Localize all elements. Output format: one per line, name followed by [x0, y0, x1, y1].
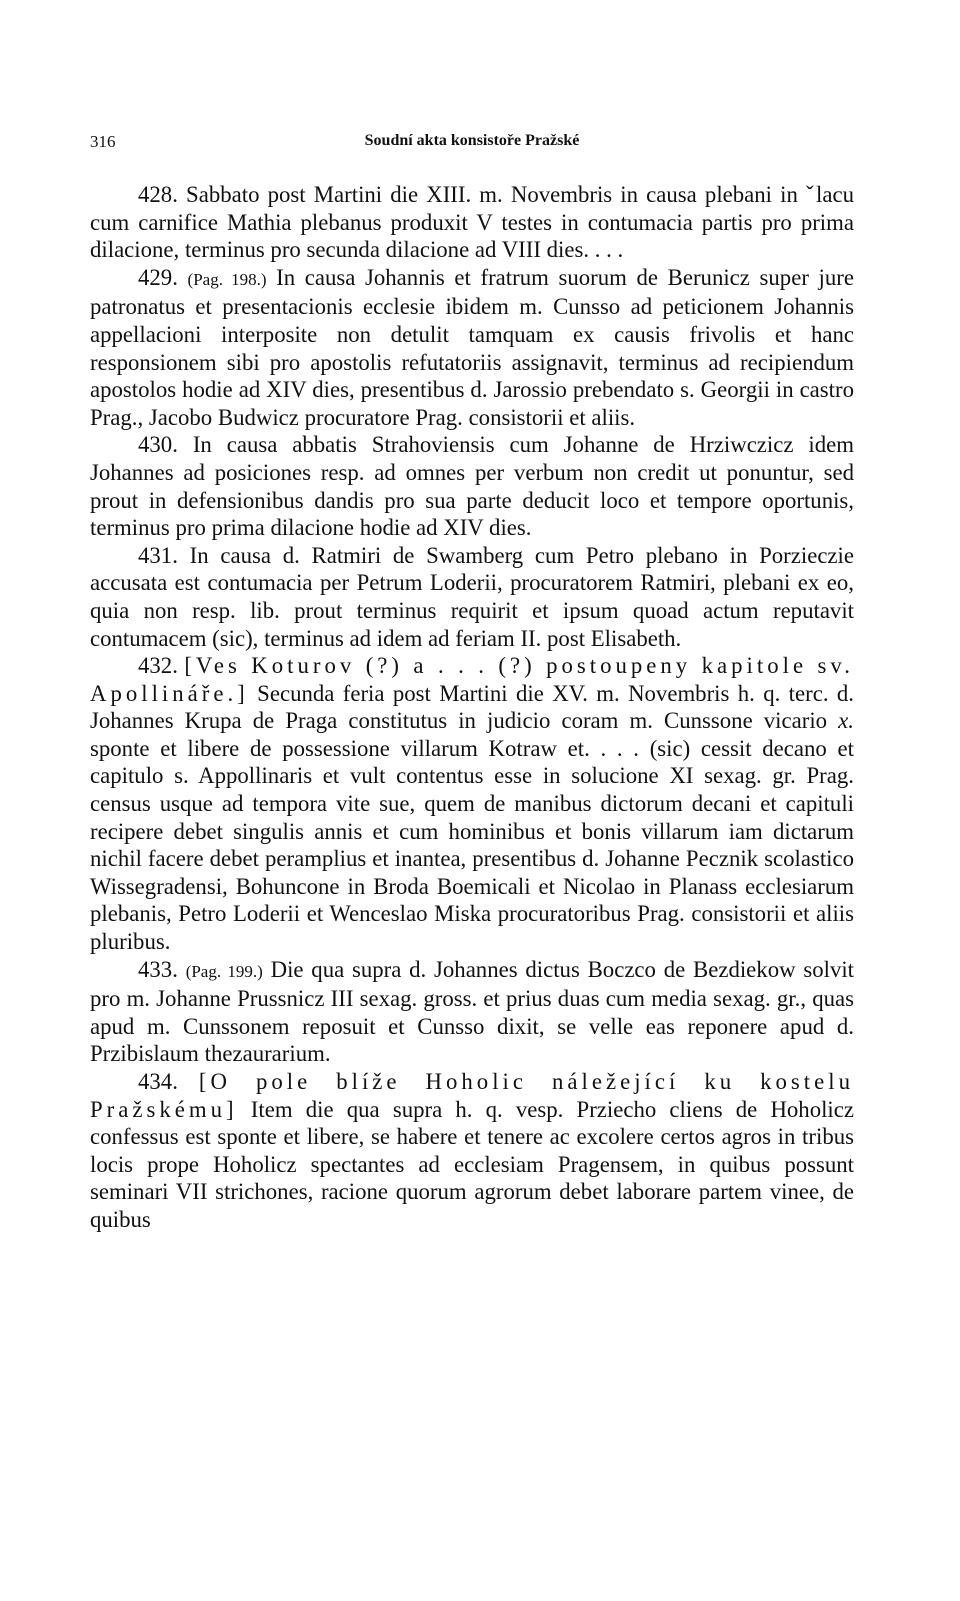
czech-heading: [Ves Koturov (?) a . . . (?) postoupeny kapitole sv. Apollináře.] — [90, 653, 854, 706]
entry-text: Secunda feria post Martini die XV. m. Novembris h. q. terc. d. Johannes Krupa de Praga constitutus in judicio coram m. Cunssone vicario — [90, 680, 855, 734]
entry-number: 433. — [138, 956, 178, 982]
entry-431 — [90, 542, 854, 652]
entry-433 — [90, 956, 854, 1068]
entry-number: 431. — [138, 542, 178, 568]
page-header — [90, 132, 854, 156]
entry-text: Sabbato post Martini die XIII. m. Novembris in causa plebani in ˇlacu cum carnifice Mathia plebanus produxit V testes in contumacia partis pro prima dilacione, terminus pro secunda dilacione ad VIII dies. . . . — [90, 182, 855, 263]
entry-430 — [90, 431, 854, 541]
entry-434 — [90, 1068, 854, 1234]
entry-number: 430. — [138, 432, 178, 458]
page-number: 316 — [90, 132, 116, 151]
entry-text: Item die qua supra h. q. vesp. Prziecho cliens de Hoholicz confessus est sponte et libere, se habere et tenere ac excolere certos agros in tribus locis prope Hoholicz spectantes ad ecclesiam Pragensem, in quibus possunt seminari VII strichones, racione quorum agrorum debet laborare partem vinee, de quibus — [90, 1096, 855, 1232]
entry-text-continued: sponte et libere de possessione villarum Kotraw et. . . . (sic) cessit decano et capitulo s. Appollinaris et vult contentus esse in solucione XI sexag. gr. Prag. census usque ad tempora vite sue, quem de manibus dictorum decani et capituli recipere debet singulis annis et cum hominibus et bonis villarum iam dictarum nichil facere debet peramplius et inantea, presentibus d. Johanne Pecznik scolastico Wissegradensi, Bohuncone in Broda Boemicali et Nicolao in Planass ecclesiarum plebanis, Petro Loderii et Wenceslao Miska procuratoribus Prag. consistorii et aliis pluribus. — [90, 735, 854, 955]
entry-text: In causa d. Ratmiri de Swamberg cum Petro plebano in Porzieczie accusata est contumacia per Petrum Loderii, procuratorem Ratmiri, plebani ex eo, quia non resp. lib. prout terminus requirit et ipsum quoad actum reputavit contumacem (sic), terminus ad idem ad feriam II. post Elisabeth. — [90, 542, 855, 651]
entry-429 — [90, 264, 854, 432]
entry-number: 432. — [138, 653, 178, 679]
entry-428 — [90, 181, 854, 264]
entry-text: Die qua supra d. Johannes dictus Boczco de Bezdiekow solvit pro m. Johanne Prussnicz III sexag. gross. et prius duas cum media sexag. gr., quas apud m. Cunssonem reposuit et Cunsso dixit, se velle eas reponere apud d. Przibislaum thezaurarium. — [90, 956, 855, 1067]
entry-text: In causa abbatis Strahoviensis cum Johanne de Hrziwczicz idem Johannes ad posiciones resp. ad omnes per verbum non credit ut ponuntur, sed prout in defensionibus dandis pro sua parte deducit loco et tempore oportunis, terminus pro prima dilacione hodie ad XIV dies. — [90, 432, 854, 541]
entry-number: 434. — [138, 1069, 178, 1094]
entry-number: 429. — [138, 264, 178, 290]
abbreviation-symbol: x. — [838, 708, 854, 734]
page-reference: (Pag. 199.) — [185, 961, 263, 981]
entry-432 — [90, 652, 854, 956]
document-body — [90, 181, 854, 1234]
running-title: Soudní akta konsistoře Pražské — [364, 132, 580, 149]
czech-heading: [O pole blíže Hoholic náležející ku kostelu Pražskému] — [90, 1069, 854, 1122]
page-reference: (Pag. 198.) — [187, 269, 267, 289]
entry-text: In causa Johannis et fratrum suorum de Berunicz super jure patronatus et presentacionis ecclesie ibidem m. Cunsso ad peticionem Johannis appellacioni interposite non detulit tamquam ex causis frivolis et hanc responsionem sibi pro apostolis refutatoriis assignavit, terminus ad recipiendum apostolos hodie ad XIV dies, presentibus d. Jarossio prebendato s. Georgii in castro Prag., Jacobo Budwicz procuratore Prag. consistorii et aliis. — [90, 264, 854, 430]
entry-number: 428. — [138, 182, 178, 207]
